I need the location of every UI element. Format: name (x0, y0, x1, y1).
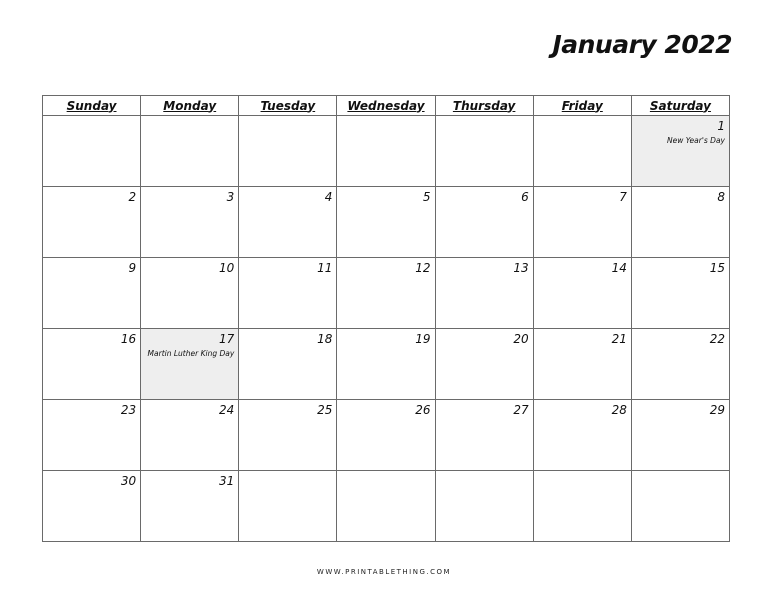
weekday-thursday: Thursday (435, 96, 533, 116)
day-cell (533, 116, 631, 187)
day-number: 29 (709, 403, 725, 417)
day-cell (43, 471, 141, 542)
holiday-label-mlk: Martin Luther King Day (147, 349, 235, 358)
day-cell (533, 187, 631, 258)
week-row (43, 329, 730, 400)
day-number: 3 (226, 190, 235, 204)
day-cell (239, 400, 337, 471)
day-number: 31 (219, 474, 235, 488)
day-number: 30 (120, 474, 137, 488)
day-cell (43, 258, 141, 329)
day-number: 24 (219, 403, 235, 417)
day-cell (631, 400, 729, 471)
day-number: 2 (128, 190, 137, 204)
day-cell (631, 329, 729, 400)
weekday-tuesday: Tuesday (239, 96, 337, 116)
day-number: 19 (415, 332, 431, 346)
day-number: 13 (513, 261, 529, 275)
day-cell (239, 329, 337, 400)
day-cell (141, 400, 239, 471)
day-cell (337, 471, 435, 542)
day-cell (141, 187, 239, 258)
day-number: 20 (513, 332, 529, 346)
day-cell (337, 116, 435, 187)
day-cell (239, 116, 337, 187)
weekday-saturday: Saturday (631, 96, 729, 116)
day-number: 23 (120, 403, 137, 417)
day-number: 9 (128, 261, 137, 275)
day-number: 18 (317, 332, 333, 346)
day-cell (141, 471, 239, 542)
week-row (43, 471, 730, 542)
week-row (43, 116, 730, 187)
day-number: 5 (422, 190, 431, 204)
day-number: 16 (120, 332, 137, 346)
day-number: 11 (317, 261, 333, 275)
day-number (436, 116, 533, 119)
day-number (436, 471, 533, 474)
weekday-friday: Friday (533, 96, 631, 116)
day-number: 1 (717, 119, 725, 133)
day-number (239, 116, 336, 119)
day-cell (337, 400, 435, 471)
day-cell-holiday (631, 116, 729, 187)
day-cell (43, 116, 141, 187)
day-cell (533, 258, 631, 329)
day-number: 14 (611, 261, 627, 275)
day-number: 17 (219, 332, 235, 346)
day-number: 27 (513, 403, 529, 417)
day-number: 4 (324, 190, 333, 204)
day-cell (239, 258, 337, 329)
day-number: 21 (611, 332, 627, 346)
week-row (43, 400, 730, 471)
day-cell (337, 187, 435, 258)
day-cell (631, 471, 729, 542)
day-number: 8 (717, 190, 725, 204)
day-cell (435, 471, 533, 542)
calendar-grid (42, 95, 730, 542)
week-row (43, 187, 730, 258)
calendar-title: January 2022 (552, 30, 732, 59)
day-cell (43, 187, 141, 258)
holiday-label-new-year: New Year's Day (667, 136, 725, 145)
day-cell (533, 329, 631, 400)
day-cell (435, 258, 533, 329)
day-cell (435, 329, 533, 400)
day-cell (239, 471, 337, 542)
day-number (43, 116, 140, 119)
day-number: 22 (709, 332, 725, 346)
weekday-sunday: Sunday (43, 96, 141, 116)
footer-website: WWW.PRINTABLETHING.COM (316, 568, 452, 576)
day-cell (631, 258, 729, 329)
day-cell-holiday (141, 329, 239, 400)
day-cell (141, 258, 239, 329)
day-cell (141, 116, 239, 187)
day-cell (533, 471, 631, 542)
day-number: 28 (611, 403, 627, 417)
week-row (43, 258, 730, 329)
day-number (534, 471, 631, 474)
weekday-monday: Monday (141, 96, 239, 116)
day-cell (435, 116, 533, 187)
day-cell (337, 258, 435, 329)
day-number: 25 (317, 403, 333, 417)
day-cell (631, 187, 729, 258)
day-number: 7 (619, 190, 627, 204)
weekday-header-row (43, 96, 730, 116)
day-number: 6 (521, 190, 529, 204)
day-number (632, 471, 729, 474)
day-number (337, 471, 434, 474)
day-number: 15 (709, 261, 725, 275)
day-cell (337, 329, 435, 400)
day-number (239, 471, 336, 474)
day-number: 26 (415, 403, 431, 417)
day-number (534, 116, 631, 119)
day-cell (435, 187, 533, 258)
day-number (141, 116, 238, 119)
day-number: 10 (219, 261, 235, 275)
day-cell (43, 329, 141, 400)
day-cell (533, 400, 631, 471)
day-cell (435, 400, 533, 471)
day-number: 12 (415, 261, 431, 275)
weekday-wednesday: Wednesday (337, 96, 435, 116)
day-number (337, 116, 434, 119)
day-cell (239, 187, 337, 258)
day-cell (43, 400, 141, 471)
